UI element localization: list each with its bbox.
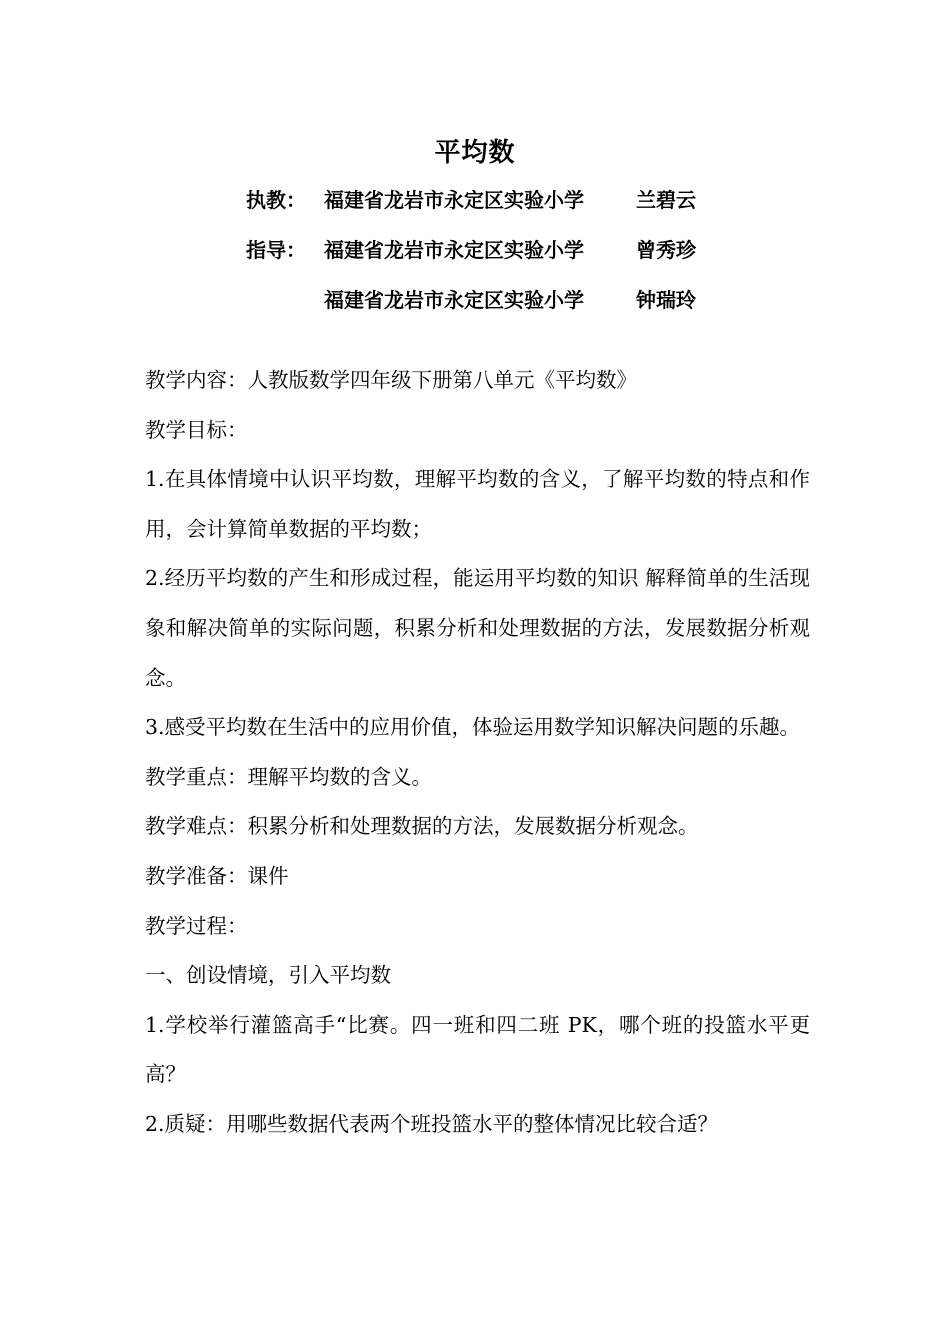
credit-line-advisor-1	[246, 235, 696, 265]
paragraph-process-heading: 教学过程：	[145, 913, 248, 938]
paragraph-goal-1: 1.在具体情境中认识平均数，理解平均数的含义，了解平均数的特点和作用，会计算简单数据的平均数；	[145, 467, 810, 541]
document-title: 平均数	[434, 138, 516, 168]
paragraph-teaching-content: 教学内容：人教版数学四年级下册第八单元《平均数》	[145, 368, 637, 392]
credit-line-teacher	[246, 185, 696, 215]
credit-line-advisor-2	[246, 285, 696, 315]
paragraph-teaching-goals-heading: 教学目标：	[145, 417, 248, 442]
paragraph-goal-3: 3.感受平均数在生活中的应用价值，体验运用数学知识解决问题的乐趣。	[145, 715, 801, 740]
credit-school: 福建省龙岩市永定区实验小学	[324, 238, 584, 262]
credit-person: 钟瑞玲	[636, 288, 696, 312]
paragraph-preparation: 教学准备：课件	[145, 863, 289, 888]
paragraph-step-2: 2.质疑：用哪些数据代表两个班投篮水平的整体情况比较合适？	[145, 1111, 719, 1136]
credit-school: 福建省龙岩市永定区实验小学	[324, 288, 584, 312]
credit-role: 指导：	[246, 238, 306, 262]
paragraph-section-1-heading: 一、创设情境，引入平均数	[145, 963, 391, 988]
credit-person: 曾秀珍	[636, 238, 696, 262]
paragraph-difficulty: 教学难点：积累分析和处理数据的方法，发展数据分析观念。	[145, 814, 699, 839]
paragraph-step-1: 1.学校举行灌篮高手“比赛。四一班和四二班 PK，哪个班的投篮水平更高？	[145, 1012, 810, 1087]
document-body	[145, 356, 810, 1150]
credit-person: 兰碧云	[636, 188, 696, 212]
paragraph-goal-2: 2.经历平均数的产生和形成过程，能运用平均数的知识 解释简单的生活现象和解决简单的实际问题，积累分析和处理数据的方法，发展数据分析观念。	[145, 566, 810, 690]
credit-school: 福建省龙岩市永定区实验小学	[324, 188, 584, 212]
paragraph-key-point: 教学重点：理解平均数的含义。	[145, 764, 432, 789]
credit-role: 执教：	[246, 188, 306, 212]
